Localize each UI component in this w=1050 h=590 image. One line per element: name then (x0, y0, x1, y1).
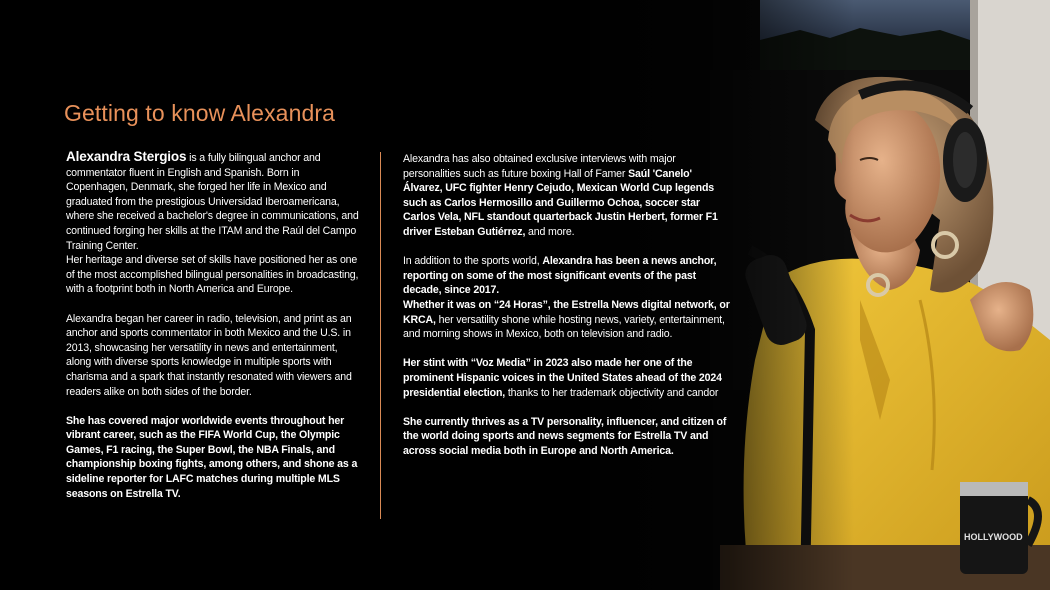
voz-media-rest: thanks to her trademark objectivity and candor (505, 386, 719, 399)
networks-highlight: Whether it was on “24 Horas”, the Estrella News digital network, or KRCA, (403, 298, 730, 326)
networks-paragraph (403, 298, 733, 342)
page-title: Getting to know Alexandra (64, 100, 335, 126)
bio-paragraph-4: She has covered major worldwide events throughout her vibrant career, such as the FIFA World Cup, the Olympic Games, F1 racing, the Super Bowl, the NBA Finals, and championship boxing fights, among others, and shone as a sideline reporter for LAFC matches during multiple MLS seasons on Estrella TV. (66, 414, 358, 500)
current-paragraph: She currently thrives as a TV personality, influencer, and citizen of the world doing sports and news segments for Estrella TV and across social media both in Europe and North America. (403, 415, 727, 457)
news-paragraph (403, 254, 733, 298)
interviews-end: and more. (525, 225, 575, 238)
networks-rest: her versatility shone while hosting news, variety, entertainment, and morning shows in Mexico, both on television and radio. (403, 313, 725, 341)
column-divider (380, 152, 381, 519)
bio-intro-text: is a fully bilingual anchor and commentator fluent in English and Spanish. Born in Copenhagen, Denmark, she forged her life in Mexico and graduated from the prestigious Universidad Iberoamericana, where she received a bachelor's degree in communications, and continued forging her skills at the ITAM and the Raúl del Campo Training Center. (66, 152, 359, 252)
voz-media-paragraph (403, 356, 733, 400)
news-highlight: Alexandra has been a news anchor, reporting on some of the most significant events of the past decade, since 2017. (403, 255, 717, 297)
interviews-paragraph (403, 152, 733, 240)
bio-paragraph-3: Alexandra began her career in radio, television, and print as an anchor and sports commentator in both Mexico and the U.S. in 2013, showcasing her versatility in news and entertainment, along with diverse sports knowledge in multiple sports with charisma and a spark that instantly resonated with viewers and readers alike on both sides of the border. (66, 312, 352, 398)
interviews-names: Saúl 'Canelo' Álvarez, UFC fighter Henry Cejudo, Mexican World Cup legends such as Carlos Hermosillo and Guillermo Ochoa, soccer star Carlos Vela, NFL standout quarterback Justin Herbert, former F1 driver Esteban Gutiérrez, (403, 167, 718, 238)
bio-column-left (66, 150, 362, 516)
interviews-intro: Alexandra has also obtained exclusive interviews with major personalities such as future boxing Hall of Famer (403, 153, 676, 180)
voz-media-highlight: Her stint with “Voz Media” in 2023 also made her one of the prominent Hispanic voices in the United States ahead of the 2024 presidential election, (403, 357, 722, 399)
bio-name: Alexandra Stergios (66, 149, 187, 164)
bio-paragraph-2: Her heritage and diverse set of skills have positioned her as one of the most accomplished bilingual personalities in broadcasting, with a footprint both in North America and Europe. (66, 254, 359, 296)
news-intro: In addition to the sports world, (403, 255, 543, 268)
bio-column-right (403, 152, 733, 473)
bio-paragraph-1 (66, 150, 362, 253)
